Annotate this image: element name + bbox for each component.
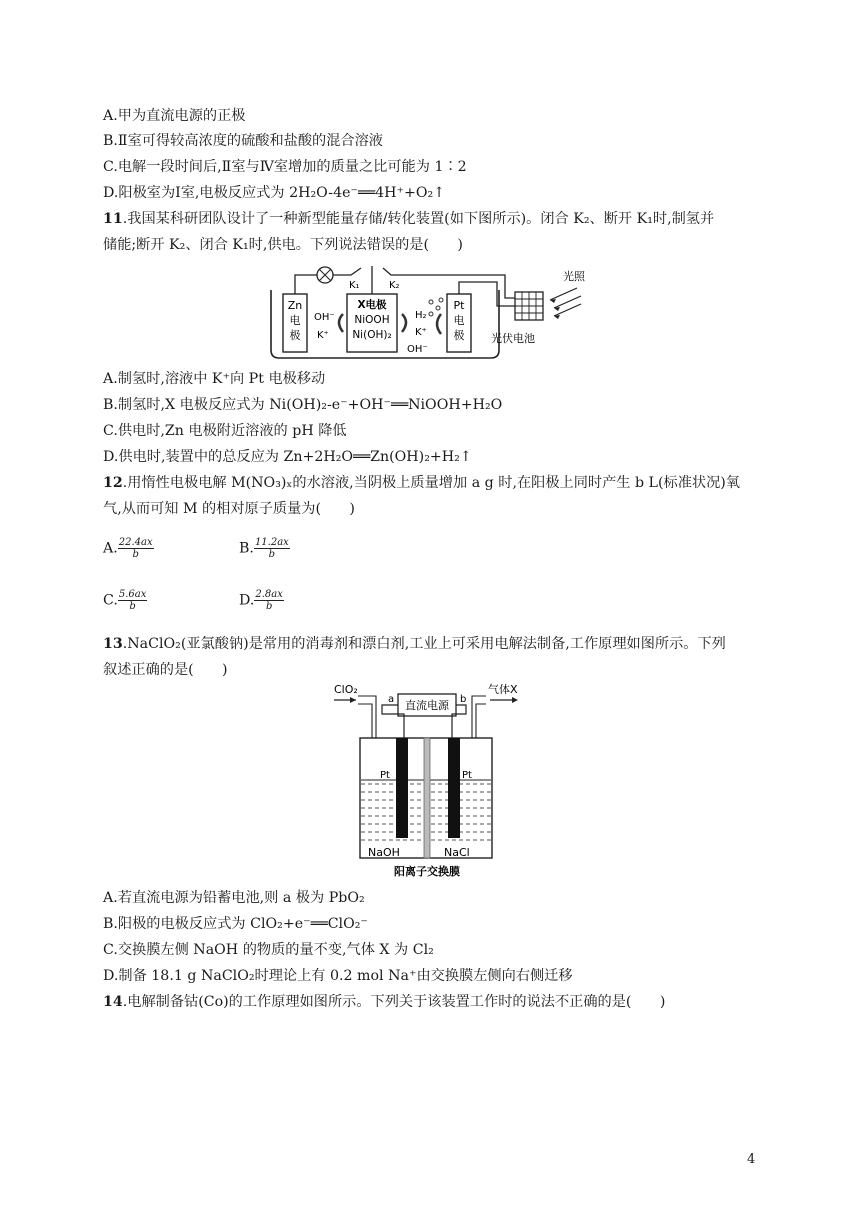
pt-label-3: 极 bbox=[453, 329, 465, 342]
q11-option-c: C.供电时,Zn 电极附近溶液的 pH 降低 bbox=[103, 423, 347, 439]
pt-right-label: Pt bbox=[462, 770, 472, 781]
q12-option-c bbox=[103, 589, 147, 612]
oh-left-label: OH⁻ bbox=[314, 312, 335, 323]
pt-left-label: Pt bbox=[380, 770, 390, 781]
q12-stem-text1: .用惰性电极电解 M(NO₃)ₓ的水溶液,当阴极上质量增加 a g 时,在阳极上同时产生 b L(标准状况)氧 bbox=[122, 475, 740, 491]
q13-option-c: C.交换膜左侧 NaOH 的物质的量不变,气体 X 为 Cl₂ bbox=[103, 942, 434, 958]
q12-option-d-label: D. bbox=[239, 592, 255, 609]
q13-stem-line2: 叙述正确的是( ) bbox=[103, 662, 228, 678]
k2-label: K₂ bbox=[389, 280, 400, 291]
q13-option-b: B.阳极的电极反应式为 ClO₂+e⁻══ClO₂⁻ bbox=[103, 916, 368, 932]
q14-stem bbox=[103, 992, 665, 1012]
q12-number: 12 bbox=[103, 475, 123, 491]
q11-number: 11 bbox=[103, 211, 123, 227]
q12-option-c-fraction: $\frac{5.6ax}{b}$ bbox=[118, 589, 147, 612]
x-electrode-label: X电极 bbox=[357, 299, 387, 311]
pt-label-2: 电 bbox=[453, 314, 465, 327]
terminal-b-label: b bbox=[460, 694, 467, 705]
k1-label: K₁ bbox=[349, 280, 360, 291]
q12-stem-line1 bbox=[103, 473, 740, 493]
q13-option-d: D.制备 18.1 g NaClO₂时理论上有 0.2 mol Na⁺由交换膜左侧向右侧迁移 bbox=[103, 968, 573, 984]
q11-stem-line2: 储能;断开 K₂、闭合 K₁时,供电。下列说法错误的是( ) bbox=[103, 237, 463, 253]
q11-stem-text1: .我国某科研团队设计了一种新型能量存储/转化装置(如下图所示)。闭合 K₂、断开 K₁时,制氢并 bbox=[122, 211, 715, 227]
q11-stem-line1 bbox=[103, 209, 714, 229]
q11-option-a: A.制氢时,溶液中 K⁺向 Pt 电极移动 bbox=[103, 371, 326, 387]
q12-option-d-fraction: $\frac{2.8ax}{b}$ bbox=[255, 589, 283, 612]
q13-stem-line1 bbox=[103, 634, 726, 654]
nacl-label: NaCl bbox=[444, 846, 470, 859]
q13-stem-text1: .NaClO₂(亚氯酸钠)是常用的消毒剂和漂白剂,工业上可采用电解法制备,工作原理如图所示。下列 bbox=[122, 636, 726, 652]
q12-option-a-label: A. bbox=[103, 540, 118, 557]
light-label: 光照 bbox=[563, 270, 585, 283]
q11-option-b: B.制氢时,X 电极反应式为 Ni(OH)₂-e⁻+OH⁻══NiOOH+H₂O bbox=[103, 397, 503, 413]
q14-number: 14 bbox=[103, 994, 123, 1010]
q12-stem-line2: 气,从而可知 M 的相对原子质量为( ) bbox=[103, 501, 355, 517]
q11-figure bbox=[265, 262, 605, 366]
k-left-label: K⁺ bbox=[317, 330, 329, 341]
gas-x-label: 气体X bbox=[488, 683, 518, 696]
q12-option-b-fraction: $\frac{11.2ax}{b}$ bbox=[254, 537, 289, 560]
q13-number: 13 bbox=[103, 636, 123, 652]
q12-option-a bbox=[103, 537, 154, 560]
q10-option-d: D.阳极室为Ⅰ室,电极反应式为 2H₂O-4e⁻══4H⁺+O₂↑ bbox=[103, 185, 446, 201]
k-right-label: K⁺ bbox=[415, 327, 427, 338]
q12-option-b bbox=[239, 537, 290, 560]
q10-option-a: A.甲为直流电源的正极 bbox=[103, 108, 246, 124]
oh-right-label: OH⁻ bbox=[407, 344, 428, 355]
power-label: 直流电源 bbox=[405, 699, 449, 712]
q12-option-b-label: B. bbox=[239, 540, 254, 557]
naoh-label: NaOH bbox=[368, 846, 400, 859]
page-number: 4 bbox=[747, 1152, 756, 1167]
zn-label: Zn bbox=[287, 299, 303, 312]
q10-option-c: C.电解一段时间后,Ⅱ室与Ⅳ室增加的质量之比可能为 1∶2 bbox=[103, 159, 467, 175]
terminal-a-label: a bbox=[388, 694, 395, 705]
q12-option-c-label: C. bbox=[103, 592, 118, 609]
pv-label: 光伏电池 bbox=[491, 332, 535, 345]
h2-label: H₂ bbox=[415, 310, 427, 321]
q12-option-d bbox=[239, 589, 284, 612]
pt-label: Pt bbox=[453, 299, 465, 312]
zn-label-2: 电 bbox=[289, 314, 301, 327]
clo2-label: ClO₂ bbox=[334, 683, 358, 696]
q11-option-d: D.供电时,装置中的总反应为 Zn+2H₂O══Zn(OH)₂+H₂↑ bbox=[103, 449, 472, 465]
q10-option-b: B.Ⅱ室可得较高浓度的硫酸和盐酸的混合溶液 bbox=[103, 133, 383, 149]
q13-option-a: A.若直流电源为铅蓄电池,则 a 极为 PbO₂ bbox=[103, 890, 365, 906]
q12-option-a-fraction: $\frac{22.4ax}{b}$ bbox=[118, 537, 153, 560]
zn-label-3: 极 bbox=[289, 329, 301, 342]
q13-figure bbox=[332, 680, 532, 880]
niooh-label: NiOOH bbox=[354, 314, 390, 326]
membrane-label: 阳离子交换膜 bbox=[394, 865, 460, 878]
q14-stem-text: .电解制备钴(Co)的工作原理如图所示。下列关于该装置工作时的说法不正确的是( ) bbox=[122, 994, 666, 1010]
nioh2-label: Ni(OH)₂ bbox=[352, 329, 392, 341]
